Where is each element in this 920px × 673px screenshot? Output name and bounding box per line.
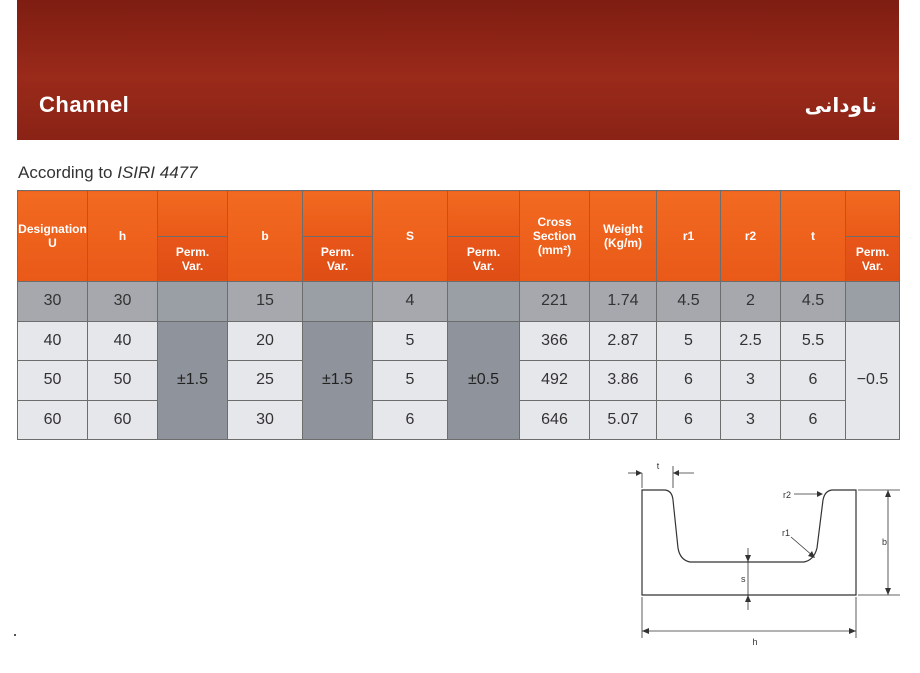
cell-designation: 60: [18, 400, 88, 440]
var-label: Var.: [861, 258, 884, 273]
cell-designation: 50: [18, 361, 88, 400]
cell-b: 20: [228, 321, 303, 360]
header-cross-l3: (mm²): [537, 243, 572, 258]
table-row: [18, 321, 900, 360]
cell-s-tolerance: ±0.5: [448, 321, 520, 439]
header-s: S: [373, 191, 448, 282]
cell-r2: 2: [721, 282, 781, 321]
cell-b-perm-top: [303, 282, 373, 321]
header-t-perm-top: [846, 191, 900, 237]
page-title: Channel: [39, 92, 130, 117]
header-designation-label: Designation: [18, 222, 87, 237]
header-s-perm-top: [448, 191, 520, 237]
header-r2: r2: [721, 191, 781, 282]
cell-designation: 40: [18, 321, 88, 360]
header-s-perm: [448, 236, 520, 282]
header-cross-l2: Section: [532, 229, 577, 244]
header-cross-section: [520, 191, 590, 282]
cell-r1: 6: [657, 361, 721, 400]
b-label: b: [882, 537, 888, 547]
perm-label: Perm.: [855, 244, 890, 259]
cell-cross: 646: [520, 400, 590, 440]
cell-r1: 4.5: [657, 282, 721, 321]
stray-dot: [14, 634, 16, 636]
channel-profile-outline: [642, 490, 856, 595]
perm-label: Perm.: [175, 244, 210, 259]
cell-h: 60: [88, 400, 158, 440]
cell-s: 6: [373, 400, 448, 440]
standard-note: [18, 163, 198, 183]
cell-b: 15: [228, 282, 303, 321]
cell-r2: 2.5: [721, 321, 781, 360]
cell-s-perm-top: [448, 282, 520, 321]
header-h-perm: [158, 236, 228, 282]
header-b: b: [228, 191, 303, 282]
page-title-persian: ناودانی: [804, 93, 877, 117]
cell-t: 6: [781, 361, 846, 400]
header-weight-l2: (Kg/m): [604, 236, 642, 251]
header-weight: [590, 191, 657, 282]
cell-s: 4: [373, 282, 448, 321]
header-designation: [18, 191, 88, 282]
cell-cross: 492: [520, 361, 590, 400]
header-r1: r1: [657, 191, 721, 282]
cell-t: 5.5: [781, 321, 846, 360]
cell-r2: 3: [721, 400, 781, 440]
cell-weight: 5.07: [590, 400, 657, 440]
header-banner: [17, 0, 899, 140]
cell-r1: 5: [657, 321, 721, 360]
cell-s: 5: [373, 361, 448, 400]
var-label: Var.: [472, 258, 495, 273]
header-t: t: [781, 191, 846, 282]
standard-code: ISIRI 4477: [117, 163, 198, 182]
header-cross-l1: Cross: [537, 215, 572, 230]
header-b-perm: [303, 236, 373, 282]
cell-h-tolerance: ±1.5: [158, 321, 228, 439]
cell-t: 4.5: [781, 282, 846, 321]
cell-t-perm-top: [846, 282, 900, 321]
header-h-perm-top: [158, 191, 228, 237]
perm-label: Perm.: [320, 244, 355, 259]
cell-h: 30: [88, 282, 158, 321]
cell-weight: 1.74: [590, 282, 657, 321]
channel-spec-table: [17, 190, 900, 440]
cell-b: 25: [228, 361, 303, 400]
cell-s: 5: [373, 321, 448, 360]
cell-h: 40: [88, 321, 158, 360]
header-b-perm-top: [303, 191, 373, 237]
header-weight-l1: Weight: [603, 222, 643, 237]
header-t-perm: [846, 236, 900, 282]
t-label: t: [656, 461, 660, 471]
header-h: h: [88, 191, 158, 282]
cell-designation: 30: [18, 282, 88, 321]
var-label: Var.: [326, 258, 349, 273]
var-label: Var.: [181, 258, 204, 273]
table-row: [18, 282, 900, 321]
cell-h-perm-top: [158, 282, 228, 321]
cell-cross: 221: [520, 282, 590, 321]
cell-weight: 2.87: [590, 321, 657, 360]
header-designation-sub: U: [48, 236, 57, 251]
perm-label: Perm.: [466, 244, 501, 259]
cell-r2: 3: [721, 361, 781, 400]
standard-prefix: According to: [18, 163, 118, 182]
r1-label: r1: [782, 528, 791, 538]
cell-b-tolerance: ±1.5: [303, 321, 373, 439]
cell-t-tolerance: −0.5: [846, 321, 900, 439]
cell-r1: 6: [657, 400, 721, 440]
cell-cross: 366: [520, 321, 590, 360]
cell-b: 30: [228, 400, 303, 440]
s-label: s: [741, 574, 746, 584]
r2-label: r2: [783, 490, 792, 500]
cell-weight: 3.86: [590, 361, 657, 400]
channel-profile-diagram: [618, 452, 918, 667]
h-label: h: [752, 637, 758, 647]
cell-h: 50: [88, 361, 158, 400]
cell-t: 6: [781, 400, 846, 440]
